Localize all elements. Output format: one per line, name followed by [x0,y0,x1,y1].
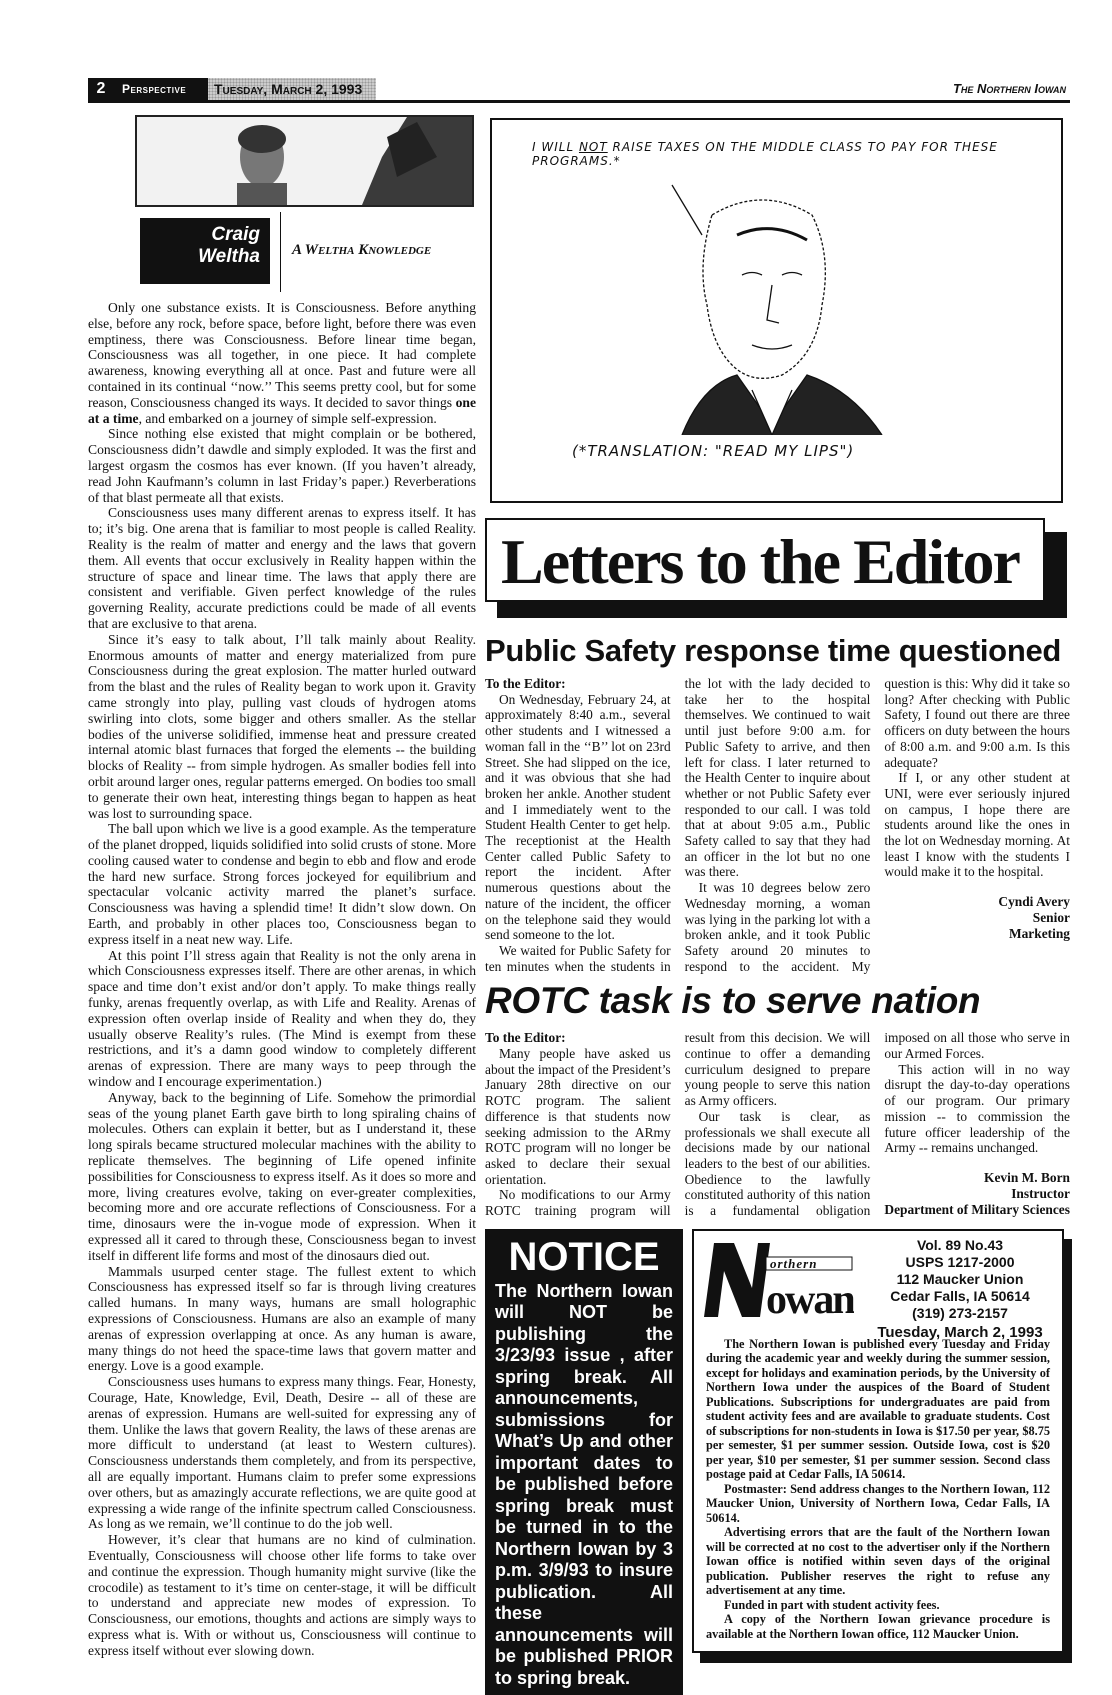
author-last-name: Weltha [198,246,260,267]
page-number: 2 [88,78,114,100]
letter1-headline: Public Safety response time questioned [485,633,1062,668]
essay-paragraph: Since it’s easy to talk about, I’ll talk mainly about Reality. Enormous amounts of matter and energy materialized from pure Consciousness during the great explosion. The matter hurled outward from the blast and the rules of Reality began to work upon it. Gravity came strongly into play, pulling vast clouds of hydrogen atoms swirling into clots, some bigger and others smaller. As the stellar bodies of the universe solidified, immense heat and pressure created internal atomic blast furnaces that forged the elements -- the building blocks of Reality -- from simple hydrogen. As smaller bodies fell into orbit around larger ones, regular patterns emerged. On bodies too small to generate their own heat, interesting things began to happen as heat was lost to surrounding space. [88,631,476,821]
signer-department: Department of Military Sciences [884,1201,1070,1217]
essay-paragraph: The ball upon which we live is a good example. As the temperature of the planet dropped, liquids solidified into solid crusts of stone. More cooling caused water to condense and begin to ebb and flow and erode the hard new surface. Strong forces jockeyed for equilibrium and spectacular volcanic activity marred the planet’s surface. Consciousness was having a splendid time! It didn’t slow down. On Earth, and probably in other places too, Consciousness began to express itself in a neat new way. Life. [88,821,476,947]
issue-date: Tuesday, March 2, 1993 [208,78,376,100]
text: , and embarked on a journey of simple self-expression. [138,410,437,426]
masthead-paragraph: The Northern Iowan is published every Tuesday and Friday during the academic year and weekly during the summer session, except for holidays and examination periods, by the University of Northern Iowa under the auspices of the Board of Student Publications. Subscriptions for undergraduates are paid from student activity fees and are available to graduate students. Cost of subscriptions for non-students in Iowa is $17.50 per year, $8.75 per semester, $1 per summer session. Outside Iowa, cost is $20 per year, $10 per semester, $1 per summer session. Second class postage paid at Cedar Falls, IA 50614. [706,1336,1050,1482]
logo-graphic [704,1243,854,1317]
bottom-row [485,1229,1070,1695]
essay-paragraph: Mammals usurped center stage. The fullest extent to which Consciousness has expressed itself so far is through living creatures called humans. In many ways, humans are small holographic expressions of Consciousness. Humans are also an example of many arenas of expression overlapping at once. As any human is aware, many things do not heed the space-time laws that govern matter and energy. Love is a good example. [88,1263,476,1374]
city: Cedar Falls, IA 50614 [890,1287,1030,1304]
letter-paragraph: It was 10 degrees below zero Wednesday morning, a woman was lying in the parking lot with a broken ankle, and it took Public Safety around 20 minutes to respond to the accident. My question is this: Why did it take so long? After checking with Public Safety, I found out there are three officers on duty between the hours of 8:00 a.m. and 9:00 a.m. Is this adequate? [684,676,1070,974]
signer-name: Cyndi Avery [998,894,1070,910]
letter-paragraph: No modifications to our Army ROTC training program will result from this decision. We will continue to offer a demanding curriculum designed to prepare young people to serve this nation as Army officers. [485,1030,871,1219]
cartoon-caption: (*TRANSLATION: "READ MY LIPS") [572,442,855,460]
text: RAISE TAXES ON THE MIDDLE CLASS TO PAY FOR THESE PROGRAMS.* [532,140,998,168]
essay-paragraph: At this point I’ll stress again that Reality is not the only arena in which Consciousness expresses itself. There are other arenas, in which space and time don’t exist and/or don’t apply. To make things really funky, arenas frequently overlap, as with Life and Reality. Arenas of expression often overlap inside of Reality and when they do, they usually observe Reality’s rules. (The Mind is exempt from these restrictions, and it’s a damn good window to completely different arenas of expression. There are many ways to peep through the window and I encourage experimentation.) [88,947,476,1090]
essay-paragraph: However, it’s clear that humans are no kind of culmination. Eventually, Consciousness will choose other life forms to take over and continue the expression. Though humanity might survive (like the crocodile) as testament to it’s time on center-stage, it will be difficult to understand and appreciate new modes of expression. To Consciousness, our emotions, thoughts and actions are simply ways to express what is. With or without us, Consciousness will continue to express itself without ever slowing down. [88,1532,476,1658]
signature [884,894,1070,942]
letter-paragraph: Many people have asked us about the impact of the President’s January 28th directive on our ROTC program. The salient difference is that students now seeking admission to the ARmy ROTC program will no longer be asked to declare their sexual orientation. [485,1046,671,1187]
masthead-top [694,1231,1062,1341]
letters-section [485,632,1070,1695]
caricature-drawing [642,175,902,435]
signer-title: Instructor [1011,1185,1070,1201]
essay-paragraph [88,300,476,426]
letter2-headline: ROTC task is to serve nation [485,980,981,1022]
political-cartoon [490,118,1063,503]
letter2-body [485,1030,1070,1218]
usps-number: USPS 1217-2000 [905,1253,1015,1270]
letter-paragraph: Our task is clear, as professionals we shall execute all decisions made by our national leaders to the best of our abilities. Obedience to the lawfully constituted authority of this nation is a fundamental obligation imposed on all those who serve in our Armed Forces. [684,1030,1070,1219]
cartoon-speech [532,140,1032,168]
masthead-box [692,1229,1064,1654]
essay-paragraph: Consciousness uses humans to express many things. Fear, Honesty, Courage, Hate, Knowledge, Evil, Death, Desire -- all of these are arenas of expression. Humans are well-suited for expressing any of them. Unlike the laws that govern Reality, the laws of these arenas are more difficult to understand (at least to Western cultures). Consciousness understands them completely, and from its perspective, all are equally important. Humans claim to prefer some expressions over others, but as amazingly accurate reflections, we are quite good at expressing a wide range of the infinite spectrum called Consciousness. As long as we remain, we’ll continue to do the job well. [88,1374,476,1532]
masthead-body [694,1337,1062,1652]
portrait-image [137,117,472,205]
page-header [88,78,1070,103]
masthead-date: Tuesday, March 2, 1993 [877,1323,1043,1341]
masthead-paragraph: Advertising errors that are the fault of the Northern Iowan will be corrected at no cost to the advertiser only if the Northern Iowan office is notified within seven days of the original publication. Publisher reserves the right to refuse any advertisement at any time. [706,1525,1050,1598]
masthead-paragraph: Postmaster: Send address changes to the Northern Iowan, 112 Maucker Union, University of Northern Iowa, Cedar Falls, IA 50614. [706,1481,1050,1525]
banner-title: Letters to the Editor [485,518,1045,602]
section-label: Perspective [114,78,208,100]
paper-name: The Northern Iowan [952,81,1066,96]
column-title: A Weltha Knowledge [292,242,432,258]
text: I WILL [532,140,579,154]
divider [280,212,281,292]
author-first-name: Craig [211,224,260,245]
northern-iowan-logo [704,1243,854,1317]
author-photo [135,115,474,207]
letters-banner [485,518,1067,618]
text: Only one substance exists. It is Consciousness. Before anything else, before any rock, before space, before light, before there was even emptiness, there was Consciousness. Before linear time began, Consciousness was all together, in one piece. It had complete awareness, knowing everything all at once. Past and future were all contained in its continual ‘‘now.’’ This seems pretty cool, but for some reason, Consciousness changed its ways. It decided to savor things [88,300,476,410]
signer-major: Marketing [1008,926,1070,942]
letter1-body [485,676,1070,974]
volume: Vol. 89 No.43 [916,1236,1004,1253]
salutation: To the Editor: [485,1030,566,1046]
signer-name: Kevin M. Born [984,1169,1070,1185]
masthead-paragraph: A copy of the Northern Iowan grievance procedure is available at the Northern Iowan office, 112 Maucker Union. [706,1612,1050,1641]
notice-box [485,1229,683,1695]
emphasis: one at a time [88,394,476,426]
letter-paragraph: We waited for Public Safety for ten minutes when the students in the lot with the lady decided to take her to the hospital themselves. We continued to wait until just before 9:00 a.m. for Public Safety to arrive, and then left for class. I later returned to the Health Center to inquire about whether or not Public Safety ever responded to our call. I was told that at about 9:05 a.m., Public Safety called to say that they had an officer in the lot but no one was there. [485,676,871,974]
letter-paragraph: This action will in no way disrupt the day-to-day operations of our program. Our primary mission -- to commission the future officer leadership of the Army -- remains unchanged. [884,1061,1070,1156]
svg-text:owan: owan [766,1276,854,1317]
notice-title: NOTICE [508,1234,660,1279]
masthead-paragraph: Funded in part with student activity fees. [724,1597,940,1612]
essay-body [88,300,476,1659]
author-byline [140,218,270,284]
letter-paragraph: On Wednesday, February 24, at approximately 8:40 a.m., several other students and I witnessed a woman fall in the ‘‘B’’ lot on 23rd Street. She had slipped on the ice, and it was obvious that she had broken her ankle. Another student and I immediately went to the Student Health Center to get help. The receptionist at the Health Center called Public Safety to report the incident. After numerous questions about the nature of the incident, the officer on the telephone said they would send someone to the lot. [485,691,671,943]
letter-paragraph: If I, or any other student at UNI, were ever seriously injured on campus, I hope there are students around like the ones in the lot on Wednesday morning. At least I know with the students I would make it to the hospital. [884,770,1070,880]
address: 112 Maucker Union [896,1270,1024,1287]
essay-paragraph: Since nothing else existed that might complain or be bothered, Consciousness didn’t dawdle and simply exploded. It was the first and largest orgasm the cosmos has ever known. (If you haven’t already, read John Kaufmann’s column in last Friday’s paper.) Reverberations of that blast permeate all that exists. [88,426,476,505]
essay-paragraph: Consciousness uses many different arenas to express itself. It has to; it’s big. One arena that is familiar to most people is called Reality. Reality is the realm of matter and energy and the laws that govern them. All events that occur exclusively in Reality happen within the structure of space and linear time. The laws that apply there are consistent and verifiable. Given perfect knowledge of the rules governing Reality, accurate predictions could be made of all events that are exclusive to that arena. [88,505,476,631]
salutation: To the Editor: [485,676,566,691]
essay-paragraph: Anyway, back to the beginning of Life. Somehow the primordial seas of the young planet Earth gave birth to long spiraling chains of molecules. Others can explain it better, but as I understand it, these long spirals became structured molecular machines with the ability to replicate themselves. The beginning of Life opened infinite possibilities for Consciousness to express itself. As it does so more and more, living creatures evolve, taking on ever-greater complexities, becoming more and ore accurate reflections of Consciousness. For a time, dinosaurs were the in-vogue mode of expression. When it expressed all it cared to through these, Consciousness began to invest itself in different life forms and most of the dinosaurs died out. [88,1089,476,1263]
svg-text:orthern: orthern [770,1255,818,1271]
phone: (319) 273-2157 [912,1304,1008,1321]
text: NOT [578,140,608,154]
signature [884,1170,1070,1218]
notice-text: The Northern Iowan will NOT be publishing the 3/23/93 issue , after spring break. All announcements, submissions for What’s Up and other important dates to be published before spring break must be turned in to the Northern Iowan by 3 p.m. 3/9/93 to insure publication. All these announcements will be published PRIOR to spring break. [495,1280,673,1688]
masthead-info [860,1237,1060,1341]
signer-year: Senior [1032,910,1070,926]
